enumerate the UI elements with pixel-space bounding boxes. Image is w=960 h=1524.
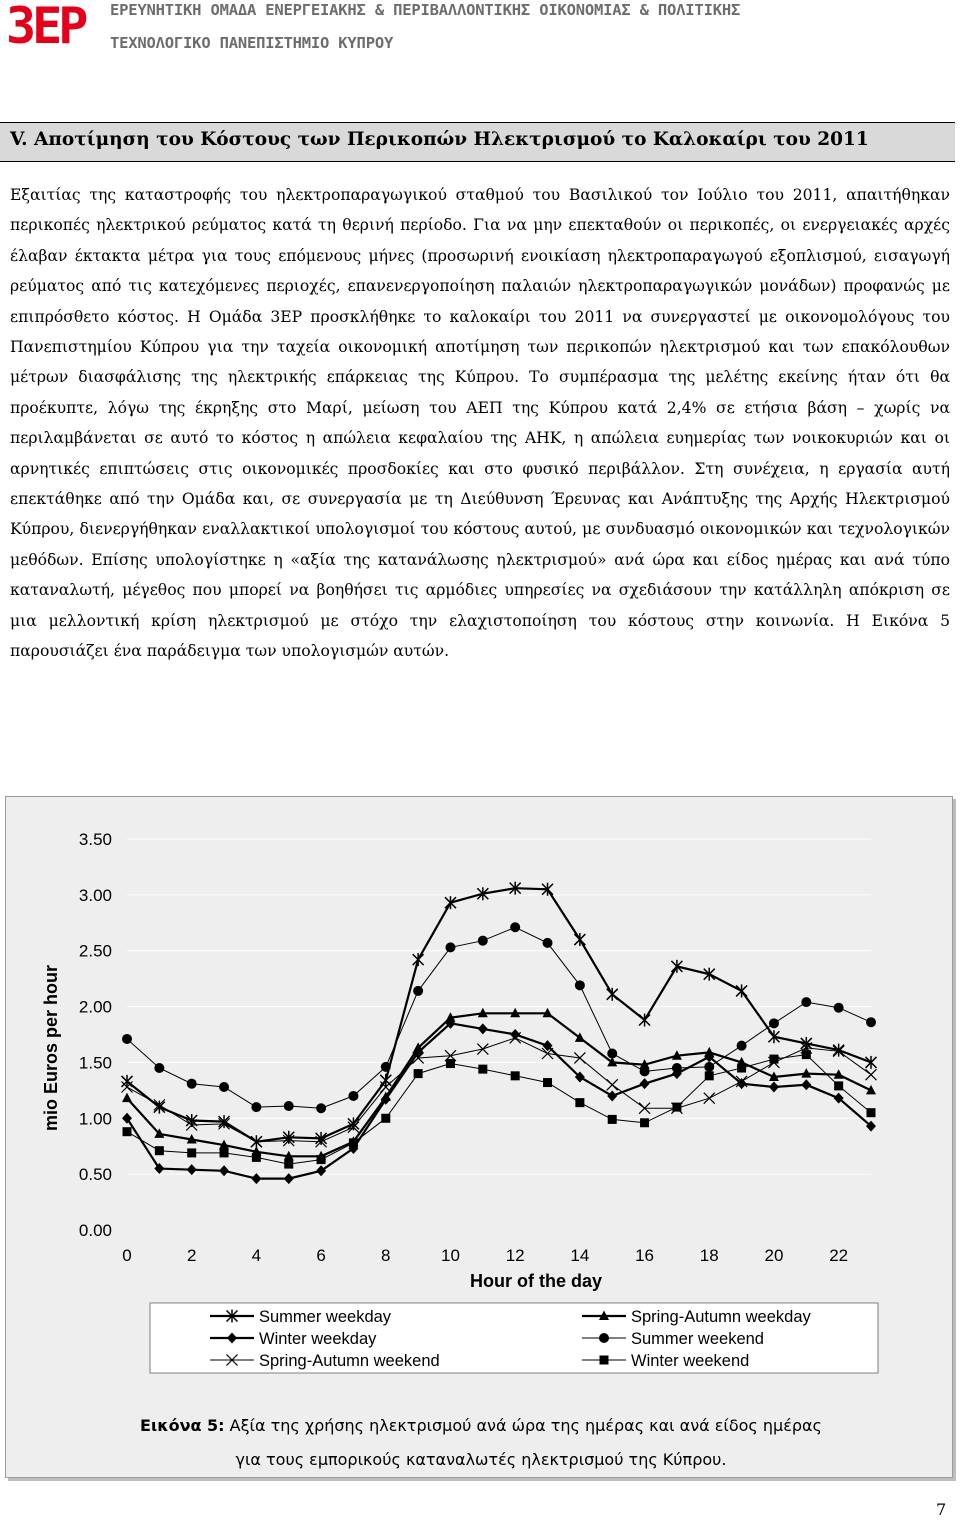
caption-line-1: Αξία της χρήσης ηλεκτρισμού ανά ώρα της ημέρας και ανά είδος ημέρας xyxy=(229,1416,822,1435)
data-point-winter-weekend xyxy=(511,1071,520,1080)
data-point-summer-weekend xyxy=(251,1102,261,1112)
data-point-winter-weekday xyxy=(284,1173,294,1184)
data-point-winter-weekday xyxy=(251,1173,261,1184)
data-point-summer-weekend xyxy=(316,1103,326,1113)
data-point-winter-weekend xyxy=(414,1069,423,1078)
series-summer-weekday xyxy=(122,882,877,1149)
x-tick-label: 8 xyxy=(381,1246,391,1265)
data-point-spring-autumn-weekend xyxy=(607,1079,618,1090)
legend-swatch-marker xyxy=(599,1333,609,1343)
data-point-summer-weekend xyxy=(284,1101,294,1111)
x-tick-label: 22 xyxy=(829,1246,849,1265)
data-point-summer-weekday xyxy=(380,1074,391,1087)
series-winter-weekend xyxy=(123,1050,876,1168)
body-paragraph: Εξαιτίας της καταστροφής του ηλεκτροπαραγωγικού σταθμού του Βασιλικού τον Ιούλιο του 2011, απαιτήθηκαν περικοπές ηλεκτρικού ρεύματος κατά τη θερινή περίοδο. Για να μην επεκταθούν οι περικοπές, οι ενεργειακές αρχές έλαβαν έκτακτα μέτρα για τους επόμενους μήνες (προσωρινή ενοικίαση ηλεκτροπαραγωγού εξοπλισμού, εισαγωγή ρεύματος από τις κατεχόμενες περιοχές, επανενεργοποίηση παλαιών ηλεκτροπαραγωγικών μονάδων) προφανώς με επιπρόσθετο κόστος. Η Ομάδα 3ΕΡ προσκλήθηκε το καλοκαίρι του 2011 να συνεργαστεί με οικονομολόγους του Πανεπιστημίου Κύπρου για την ταχεία οικονομική αποτίμηση των περικοπών ηλεκτρισμού και των επακόλουθων μέτρων διασφάλισης της ηλεκτρικής επάρκειας της Κύπρου. Το συμπέρασμα της μελέτης εκείνης ήταν ότι θα προέκυπτε, λόγω της έκρηξης στο Μαρί, μείωση του ΑΕΠ της Κύπρου κατά 2,4% σε ετήσια βάση – χωρίς να περιλαμβάνεται σε αυτό το κόστος η απώλεια κεφαλαίου της ΑΗΚ, η απώλεια ευημερίας των νοικοκυριών και οι αρνητικές επιπτώσεις στις οικονομικές προσδοκίες και στο φυσικό περιβάλλον. Στη συνέχεια, η εργασία αυτή επεκτάθηκε από την Ομάδα και, σε συνεργασία με τη Διεύθυνση Έρευνας και Ανάπτυξης της Αρχής Ηλεκτρισμού Κύπρου, διενεργήθηκαν εναλλακτικοί υπολογισμοί του κόστους αυτού, με συνδυασμό οικονομικών και τεχνολογικών μεθόδων. Επίσης υπολογίστηκε η «αξία της κατανάλωσης ηλεκτρισμού» ανά ώρα και είδος ημέρας και ανά τύπο καταναλωτή, μέγεθος που μπορεί να βοηθήσει τις αρμόδιες υπηρεσίες να σχεδιάσουν την κατάλληλη απόκριση σε μια μελλοντική κρίση ηλεκτρισμού με στόχο την ελαχιστοποίηση του κόστους στην κοινωνία. Η Εικόνα 5 παρουσιάζει ένα παράδειγμα των υπολογισμών αυτών. xyxy=(10,186,950,661)
x-tick-label: 10 xyxy=(441,1246,460,1265)
data-point-summer-weekend xyxy=(478,936,488,946)
data-point-winter-weekend xyxy=(737,1064,746,1073)
caption-label: Εικόνα 5: xyxy=(140,1416,225,1435)
data-point-winter-weekend xyxy=(802,1050,811,1059)
data-point-summer-weekday xyxy=(736,984,747,997)
legend-swatch-marker xyxy=(600,1356,609,1365)
data-point-summer-weekend xyxy=(607,1048,617,1058)
x-tick-label: 4 xyxy=(251,1246,262,1265)
data-point-summer-weekday xyxy=(639,1013,650,1026)
y-tick-label: 1.00 xyxy=(78,1109,112,1129)
figure-5 xyxy=(5,796,953,1478)
legend-label: Winter weekday xyxy=(259,1330,377,1348)
y-tick-label: 2.00 xyxy=(78,997,112,1017)
chart-series xyxy=(122,882,877,1184)
data-point-summer-weekend xyxy=(413,986,423,996)
legend-label: Spring-Autumn weekday xyxy=(631,1308,811,1326)
data-point-winter-weekend xyxy=(187,1148,196,1157)
page-header xyxy=(0,0,960,60)
data-point-winter-weekend xyxy=(155,1146,164,1155)
data-point-summer-weekend xyxy=(737,1041,747,1051)
value-of-electricity-chart xyxy=(26,803,936,1403)
y-tick-label: 3.50 xyxy=(78,830,112,849)
y-tick-label: 2.50 xyxy=(78,941,112,961)
svg-text:3EP: 3EP xyxy=(6,2,85,48)
data-point-spring-autumn-weekend xyxy=(477,1044,488,1055)
data-point-winter-weekend xyxy=(317,1155,326,1164)
data-point-summer-weekend xyxy=(672,1063,682,1073)
y-tick-label: 3.00 xyxy=(78,885,112,905)
data-point-summer-weekend xyxy=(381,1062,391,1072)
data-point-summer-weekday xyxy=(122,1075,133,1088)
data-point-summer-weekend xyxy=(219,1082,229,1092)
legend-label: Spring-Autumn weekend xyxy=(259,1352,440,1370)
x-tick-label: 0 xyxy=(122,1246,132,1265)
legend-label: Summer weekend xyxy=(631,1330,764,1348)
x-tick-label: 20 xyxy=(764,1246,784,1265)
data-point-summer-weekend xyxy=(640,1066,650,1076)
data-point-winter-weekday xyxy=(478,1023,488,1034)
x-tick-label: 6 xyxy=(316,1246,326,1265)
data-point-winter-weekend xyxy=(867,1108,876,1117)
x-tick-label: 18 xyxy=(699,1246,719,1265)
data-point-summer-weekend xyxy=(704,1062,714,1072)
data-point-winter-weekend xyxy=(381,1114,390,1123)
data-point-summer-weekday xyxy=(413,953,424,966)
y-tick-label: 0.50 xyxy=(78,1165,112,1185)
x-tick-label: 2 xyxy=(186,1246,197,1265)
data-point-summer-weekend xyxy=(154,1063,164,1073)
series-winter-weekday xyxy=(122,1018,876,1184)
x-tick-label: 14 xyxy=(570,1246,590,1265)
data-point-summer-weekend xyxy=(187,1079,197,1089)
page-number: 7 xyxy=(936,1500,947,1519)
data-point-spring-autumn-weekend xyxy=(704,1093,715,1104)
data-point-spring-autumn-weekday xyxy=(575,1032,585,1042)
data-point-winter-weekend xyxy=(252,1153,261,1162)
data-point-winter-weekend xyxy=(672,1103,681,1112)
data-point-winter-weekend xyxy=(769,1055,778,1064)
data-point-winter-weekend xyxy=(705,1071,714,1080)
data-point-winter-weekend xyxy=(446,1059,455,1068)
data-point-summer-weekend xyxy=(866,1017,876,1027)
y-tick-label: 1.50 xyxy=(78,1053,112,1073)
data-point-spring-autumn-weekend xyxy=(866,1069,877,1080)
data-point-winter-weekend xyxy=(123,1127,132,1136)
chart-gridlines xyxy=(127,839,871,1174)
data-point-winter-weekend xyxy=(284,1160,293,1169)
series-spring-autumn-weekend xyxy=(122,1032,877,1147)
figure-caption xyxy=(46,1409,916,1477)
data-point-winter-weekday xyxy=(769,1082,779,1093)
data-point-summer-weekend xyxy=(801,997,811,1007)
data-point-winter-weekend xyxy=(575,1098,584,1107)
data-point-summer-weekday xyxy=(607,988,618,1001)
data-point-summer-weekend xyxy=(348,1091,358,1101)
x-tick-label: 16 xyxy=(635,1246,655,1265)
data-point-summer-weekend xyxy=(834,1003,844,1013)
data-point-summer-weekend xyxy=(122,1034,132,1044)
data-point-spring-autumn-weekday xyxy=(122,1093,132,1103)
y-tick-label: 0.00 xyxy=(78,1221,112,1240)
data-point-winter-weekday xyxy=(607,1090,617,1101)
series-line-spring-autumn-weekend xyxy=(127,1038,871,1142)
y-axis-title: mio Euros per hour xyxy=(41,964,61,1132)
data-point-summer-weekend xyxy=(543,938,553,948)
data-point-winter-weekend xyxy=(220,1148,229,1157)
data-point-summer-weekend xyxy=(575,980,585,990)
data-point-summer-weekend xyxy=(769,1018,779,1028)
university-name: ΤΕΧΝΟΛΟΓΙΚΟ ΠΑΝΕΠΙΣΤΗΜΙΟ ΚΥΠΡΟΥ xyxy=(110,34,394,52)
data-point-winter-weekday xyxy=(187,1164,197,1175)
data-point-winter-weekend xyxy=(543,1078,552,1087)
legend-label: Summer weekday xyxy=(259,1308,392,1326)
data-point-winter-weekday xyxy=(640,1078,650,1089)
data-point-winter-weekend xyxy=(478,1065,487,1074)
logo-3ep xyxy=(6,2,98,48)
data-point-winter-weekend xyxy=(608,1115,617,1124)
x-tick-label: 12 xyxy=(505,1246,525,1265)
data-point-summer-weekday xyxy=(574,933,585,946)
data-point-summer-weekend xyxy=(510,922,520,932)
x-axis-title: Hour of the day xyxy=(469,1271,603,1291)
data-point-winter-weekday xyxy=(801,1079,811,1090)
caption-line-2: για τους εμπορικούς καταναλωτές ηλεκτρισμού της Κύπρου. xyxy=(235,1450,727,1469)
chart-legend xyxy=(150,1303,878,1373)
data-point-winter-weekend xyxy=(640,1118,649,1127)
data-point-winter-weekend xyxy=(349,1138,358,1147)
section-heading-bar xyxy=(0,122,955,162)
legend-label: Winter weekend xyxy=(631,1352,750,1370)
data-point-summer-weekend xyxy=(445,942,455,952)
section-title: V. Αποτίμηση του Κόστους των Περικοπών Ηλεκτρισμού το Καλοκαίρι του 2011 xyxy=(10,129,869,150)
series-line-summer-weekday xyxy=(127,888,871,1141)
research-group-name: ΕΡΕΥΝΗΤΙΚΗ ΟΜΑΔΑ ΕΝΕΡΓΕΙΑΚΗΣ & ΠΕΡΙΒΑΛΛΟΝΤΙΚΗΣ ΟΙΚΟΝΟΜΙΑΣ & ΠΟΛΙΤΙΚΗΣ xyxy=(110,1,741,19)
data-point-winter-weekend xyxy=(834,1081,843,1090)
